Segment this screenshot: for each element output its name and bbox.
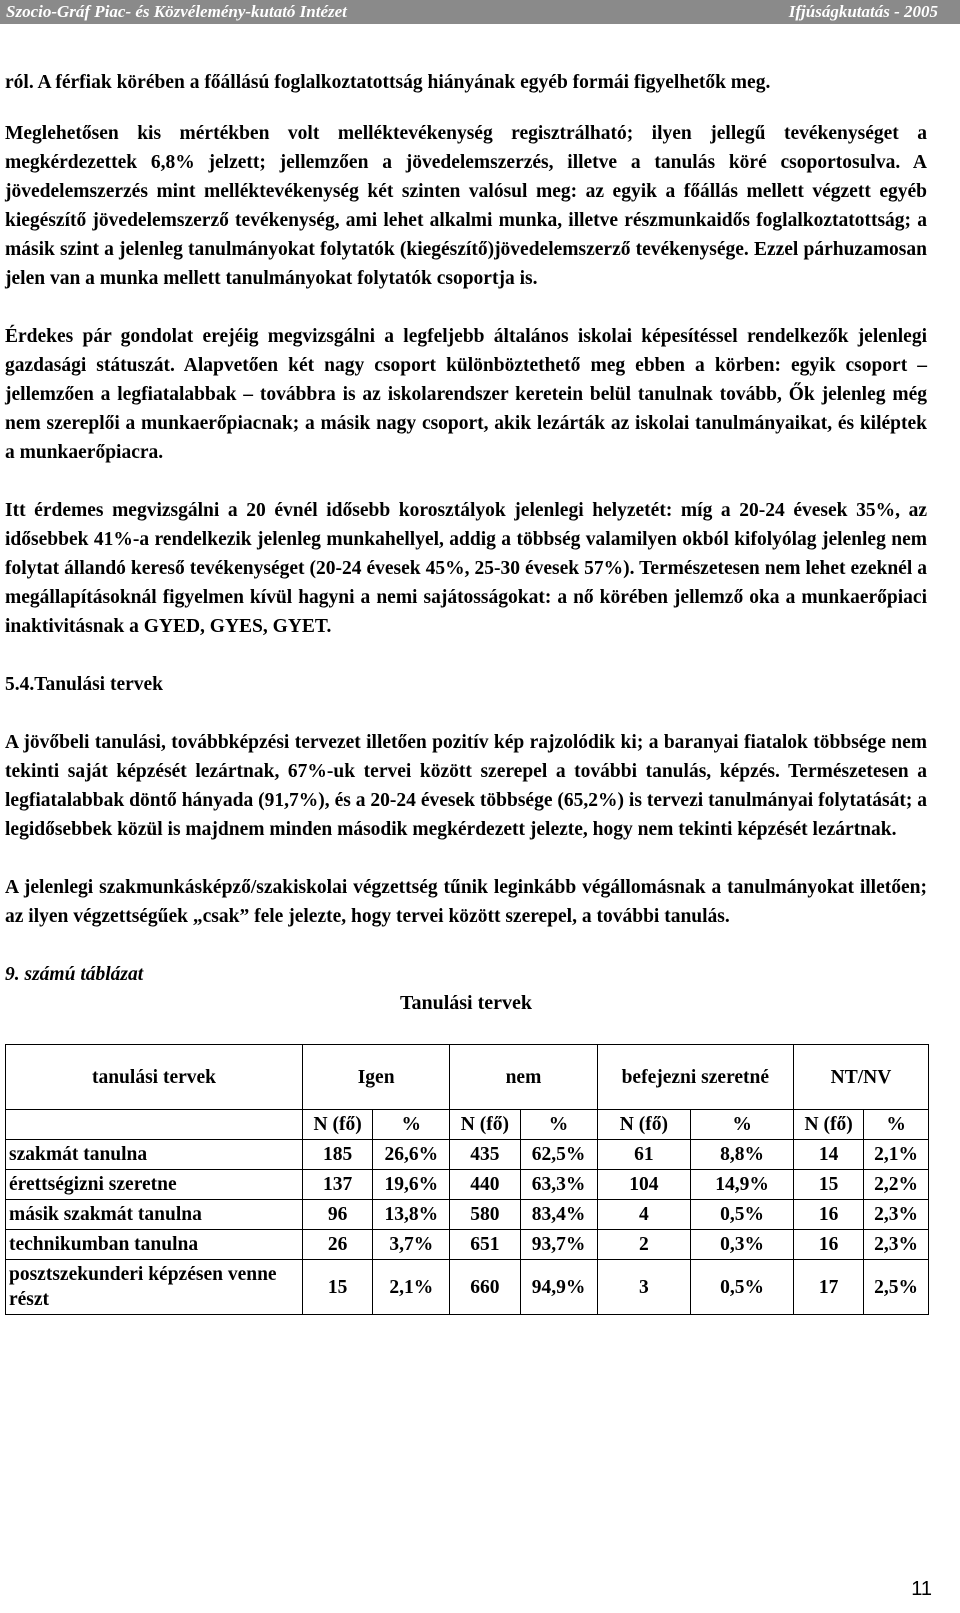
subheader-cell: N (fő) — [450, 1110, 520, 1140]
table-cell: 16 — [794, 1230, 864, 1260]
header-report-title: Ifjúságkutatás - 2005 — [788, 2, 938, 21]
subheader-cell: N (fő) — [303, 1110, 373, 1140]
document-body — [5, 68, 927, 1315]
table-cell: 435 — [450, 1140, 520, 1170]
table-cell: 8,8% — [691, 1140, 794, 1170]
table-row — [6, 1200, 929, 1230]
table-cell: 14 — [794, 1140, 864, 1170]
table-title: Tanulási tervek — [399, 992, 533, 1014]
row-label: posztszekunderi képzésen venne részt — [6, 1260, 303, 1315]
table-cell: 14,9% — [691, 1170, 794, 1200]
subheader-cell: % — [520, 1110, 597, 1140]
table-cell: 0,3% — [691, 1230, 794, 1260]
table-cell: 660 — [450, 1260, 520, 1315]
column-header-plans: tanulási tervek — [6, 1045, 303, 1110]
table-cell: 2,1% — [373, 1260, 450, 1315]
table-cell: 63,3% — [520, 1170, 597, 1200]
table-cell: 62,5% — [520, 1140, 597, 1170]
paragraph: Itt érdemes megvizsgálni a 20 évnél idősebb korosztályok jelenlegi helyzetét: míg a 20-24 évesek 35%, az idősebbek 41%-a rendelkezik jelenleg munkahellyel, addig a többség valamilyen okból kifolyólag jelenleg nem folytat állandó kereső tevékenységet (20-24 évesek 45%, 25-30 évesek 57%). Természetesen nem lehet ezeknél a megállapításoknál figyelmen kívül hagyni a nemi sajátosságokat: a nő körében jellemző oka a munkaerőpiaci inaktivitásnak a GYED, GYES, GYET. — [5, 500, 927, 637]
table-cell: 94,9% — [520, 1260, 597, 1315]
paragraph: A jelenlegi szakmunkásképző/szakiskolai végzettség tűnik leginkább végállomásnak a tanulmányokat illetően; az ilyen végzettségűek „csak” fele jelezte, hogy tervei között szerepel, a további tanulás. — [5, 877, 927, 927]
learning-plans-table — [5, 1044, 929, 1315]
table-caption: 9. számú táblázat — [5, 964, 144, 985]
table-cell: 104 — [597, 1170, 691, 1200]
table-cell: 651 — [450, 1230, 520, 1260]
table-cell: 15 — [303, 1260, 373, 1315]
table-cell: 26,6% — [373, 1140, 450, 1170]
table-subheader-row — [6, 1110, 929, 1140]
table-cell: 96 — [303, 1200, 373, 1230]
subheader-cell: % — [691, 1110, 794, 1140]
table-cell: 83,4% — [520, 1200, 597, 1230]
paragraph: A jövőbeli tanulási, továbbképzési tervezet illetően pozitív kép rajzolódik ki; a baranyai fiatalok többsége nem tekinti saját képzését lezártnak, 67%-uk tervei között szerepel a további tanulás, képzés. Természetesen a legfiatalabbak döntő hányada (91,7%), és a 20-24 évesek többsége (65,2%) is tervezi tanulmányai folytatását; a legidősebbek közül is majdnem minden második megkérdezett jelezte, hogy nem tekinti képzését lezártnak. — [5, 732, 927, 840]
table-row — [6, 1230, 929, 1260]
table-cell: 19,6% — [373, 1170, 450, 1200]
column-header-finish: befejezni szeretné — [597, 1045, 793, 1110]
table-cell: 17 — [794, 1260, 864, 1315]
column-header-ntnv: NT/NV — [794, 1045, 929, 1110]
table-cell: 137 — [303, 1170, 373, 1200]
table-cell: 15 — [794, 1170, 864, 1200]
table-cell: 26 — [303, 1230, 373, 1260]
table-cell: 93,7% — [520, 1230, 597, 1260]
table-cell: 440 — [450, 1170, 520, 1200]
table-cell: 580 — [450, 1200, 520, 1230]
table-cell: 4 — [597, 1200, 691, 1230]
table-cell: 2 — [597, 1230, 691, 1260]
row-label: technikumban tanulna — [6, 1230, 303, 1260]
table-cell: 0,5% — [691, 1260, 794, 1315]
paragraph: Érdekes pár gondolat erejéig megvizsgálni a legfeljebb általános iskolai képesítéssel rendelkezők jelenlegi gazdasági státuszát. Alapvetően két nagy csoport különböztethető meg ebben a körben: egyik csoport – jellemzően a legfiatalabbak – továbbra is az iskolarendszer keretein belül tanulnak tovább, Ők jelenleg még nem szereplői a munkaerőpiacnak; a másik nagy csoport, akik lezárták az iskolai tanulmányaikat, és kiléptek a munkaerőpiacra. — [5, 326, 927, 463]
table-cell: 2,1% — [864, 1140, 929, 1170]
subheader-cell: % — [864, 1110, 929, 1140]
row-label: érettségizni szeretne — [6, 1170, 303, 1200]
table-cell: 2,5% — [864, 1260, 929, 1315]
table-cell: 2,3% — [864, 1200, 929, 1230]
column-header-yes: Igen — [303, 1045, 450, 1110]
header-institute: Szocio-Gráf Piac- és Közvélemény-kutató Intézet — [6, 2, 347, 21]
table-cell: 61 — [597, 1140, 691, 1170]
table-row — [6, 1140, 929, 1170]
table-cell: 13,8% — [373, 1200, 450, 1230]
table-cell: 185 — [303, 1140, 373, 1170]
table-header-row — [6, 1045, 929, 1110]
table-cell: 16 — [794, 1200, 864, 1230]
subheader-cell: % — [373, 1110, 450, 1140]
page-number: 11 — [911, 1578, 932, 1600]
table-row — [6, 1260, 929, 1315]
empty-cell — [6, 1110, 303, 1140]
subheader-cell: N (fő) — [597, 1110, 691, 1140]
table-cell: 0,5% — [691, 1200, 794, 1230]
page-header — [0, 0, 960, 24]
subheader-cell: N (fő) — [794, 1110, 864, 1140]
column-header-no: nem — [450, 1045, 597, 1110]
paragraph: Meglehetősen kis mértékben volt melléktevékenység regisztrálható; ilyen jellegű tevékenységet a megkérdezettek 6,8% jelzett; jellemzően a jövedelemszerzés, illetve a tanulás köré csoportosulva. A jövedelemszerzés mint melléktevékenység két szinten valósul meg: az egyik a főállás mellett végzett egyéb kiegészítő jövedelemszerző tevékenység, ami lehet alkalmi munka, illetve részmunkaidős foglalkoztatottság; a másik szint a jelenleg tanulmányokat folytatók (kiegészítő)jövedelemszerző tevékenysége. Ezzel párhuzamosan jelen van a munka mellett tanulmányokat folytatók csoportja is. — [5, 123, 927, 289]
table-cell: 3 — [597, 1260, 691, 1315]
table-cell: 3,7% — [373, 1230, 450, 1260]
paragraph: ról. A férfiak körében a főállású foglalkoztatottság hiányának egyéb formái figyelhetők meg. — [5, 72, 771, 93]
section-heading: 5.4.Tanulási tervek — [5, 674, 164, 695]
table-cell: 2,3% — [864, 1230, 929, 1260]
row-label: szakmát tanulna — [6, 1140, 303, 1170]
table-cell: 2,2% — [864, 1170, 929, 1200]
row-label: másik szakmát tanulna — [6, 1200, 303, 1230]
table-row — [6, 1170, 929, 1200]
